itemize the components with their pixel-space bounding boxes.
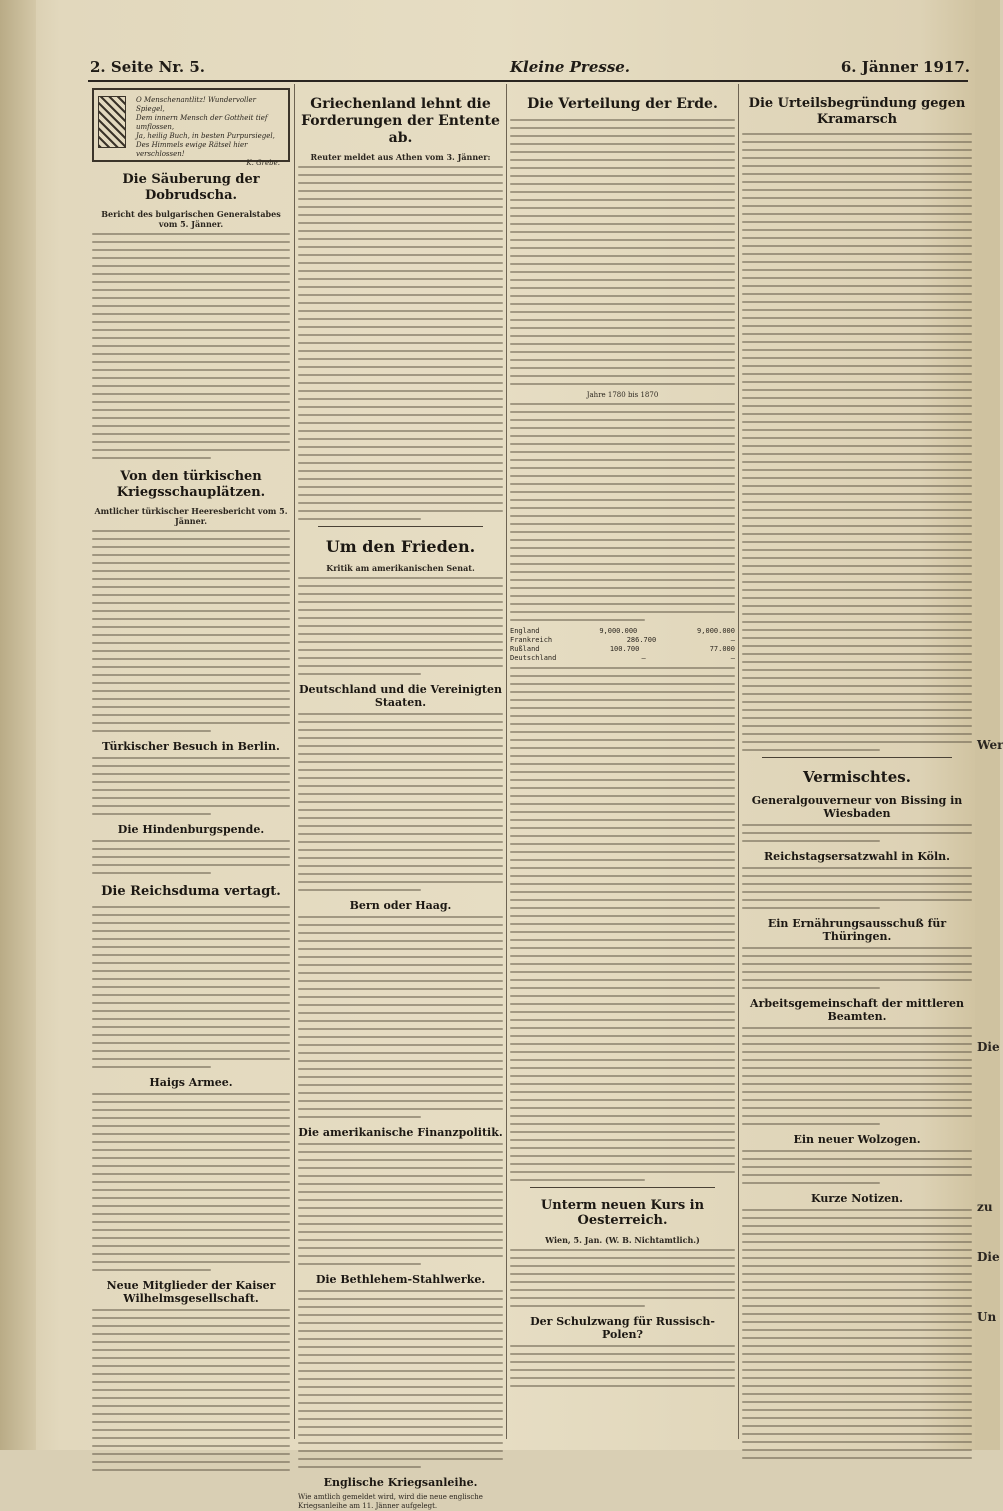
column-rule <box>294 84 295 1439</box>
headline-um-den-frieden: Um den Frieden. <box>325 537 476 557</box>
poem-text <box>136 96 280 168</box>
headline-vermischtes: Vermischtes. <box>803 768 911 787</box>
headline-neuer-kurs: Unterm neuen Kurs in Oesterreich. <box>540 1197 705 1229</box>
adjacent-page-word: Die <box>977 1040 1000 1054</box>
article-text <box>298 577 503 675</box>
poem-line: O Menschenantlitz! Wundervoller Spiegel, <box>136 96 256 113</box>
headline-dobrudscha: Die Säuberung der Dobrudscha. <box>122 172 260 203</box>
headline-reichstagsersatzwahl: Reichstagsersatzwahl in Köln. <box>763 850 950 864</box>
article-text <box>510 119 735 385</box>
poem-line: Des Himmels ewige Rätsel hier verschlossen! <box>136 141 248 158</box>
article-text <box>298 1143 503 1265</box>
dobrudscha-lead: Bericht des bulgarischen Generalstabes vom 5. Jänner. <box>101 209 281 230</box>
headline-ernaehrungsausschuss: Ein Ernährungsausschuß für Thüringen. <box>767 917 947 944</box>
article-text <box>92 840 290 874</box>
years-note: Jahre 1780 bis 1870 <box>586 390 659 399</box>
ornament-icon <box>98 96 126 148</box>
article-text <box>92 530 290 732</box>
article-text <box>510 403 735 621</box>
article-text <box>298 713 503 891</box>
frieden-subtitle: Kritik am amerikanischen Senat. <box>326 562 475 573</box>
kriegsschau-lead: Amtlicher türkischer Heeresbericht vom 5. Jänner. <box>94 506 288 527</box>
article-text <box>298 1290 503 1468</box>
column-4 <box>742 86 972 1436</box>
article-text <box>510 667 735 1181</box>
headline-kurze-notizen: Kurze Notizen. <box>811 1192 903 1206</box>
headline-kaiser-wilhelm-gesellschaft: Neue Mitglieder der Kaiser Wilhelmsgesellschaft. <box>106 1278 276 1305</box>
adjacent-page-word: zu <box>977 1200 993 1214</box>
article-text <box>742 867 972 909</box>
adjacent-page-word: Die <box>977 1250 1000 1264</box>
column-2 <box>298 86 503 1510</box>
article-text <box>92 233 290 459</box>
section-divider <box>762 757 952 758</box>
section-divider <box>530 1187 715 1188</box>
table-row: Deutschland — — <box>510 653 735 662</box>
poem-line: Dem innern Mensch der Gottheit tief umflossen, <box>136 114 268 131</box>
article-text <box>92 906 290 1068</box>
headline-haigs-armee: Haigs Armee. <box>149 1075 233 1089</box>
column-1 <box>92 86 290 1436</box>
headline-griechenland: Griechenland lehnt die Forderungen der Entente ab. <box>301 96 500 146</box>
article-text <box>742 1027 972 1125</box>
headline-verteilung-der-erde: Die Verteilung der Erde. <box>527 96 718 112</box>
article-text <box>510 1249 735 1307</box>
headline-bethlehem: Die Bethlehem-Stahlwerke. <box>315 1272 486 1286</box>
adjacent-page-strip <box>975 0 1003 1450</box>
left-page-edge <box>0 0 36 1450</box>
article-text <box>92 757 290 815</box>
poem-line: Ja, heilig Buch, in besten Purpursiegel, <box>136 132 275 140</box>
kurs-lead: Wien, 5. Jan. (W. B. Nichtamtlich.) <box>545 1234 700 1245</box>
article-text <box>510 1345 735 1387</box>
article-text <box>298 166 503 520</box>
headline-reichsduma: Die Reichsduma vertagt. <box>101 884 281 900</box>
column-3 <box>510 86 735 1436</box>
headline-bern-oder-haag: Bern oder Haag. <box>349 898 452 912</box>
headline-wolzogen: Ein neuer Wolzogen. <box>793 1133 921 1147</box>
table-row: Rußland 100.700 77.000 <box>510 644 735 653</box>
poem-box <box>92 88 290 167</box>
headline-kriegsanleihe: Englische Kriegsanleihe. <box>323 1475 478 1489</box>
section-divider <box>318 526 483 527</box>
headline-arbeitsgemeinschaft: Arbeitsgemeinschaft der mittleren Beamten. <box>750 997 964 1024</box>
article-text <box>742 824 972 842</box>
headline-hindenburgspende: Die Hindenburgspende. <box>117 823 265 837</box>
newspaper-title: Kleine Presse. <box>510 58 631 76</box>
kriegsanleihe-text: Wie amtlich gemeldet wird, wird die neue englische Kriegsanleihe am 11. Jänner aufgelegt. <box>298 1492 483 1510</box>
headline-schulzwang: Der Schulzwang für Russisch-Polen? <box>530 1314 715 1341</box>
article-text <box>742 1150 972 1184</box>
table-row: England 9,000.000 9,000.000 <box>510 626 735 635</box>
territory-table <box>510 627 735 663</box>
headline-deutschland-usa: Deutschland und die Vereinigten Staaten. <box>299 682 502 709</box>
page-number: 2. Seite Nr. 5. <box>90 58 205 76</box>
headline-kriegsschauplaetze: Von den türkischen Kriegsschauplätzen. <box>116 469 266 500</box>
column-rule <box>738 84 739 1439</box>
header-rule <box>88 80 968 82</box>
adjacent-page-word: Wer <box>977 738 1003 752</box>
headline-finanzpolitik: Die amerikanische Finanzpolitik. <box>298 1125 503 1139</box>
issue-date: 6. Jänner 1917. <box>840 58 970 76</box>
article-text <box>742 133 972 751</box>
headline-bissing: Generalgouverneur von Bissing in Wiesbaden <box>751 794 963 821</box>
article-text <box>92 1309 290 1471</box>
article-text <box>742 947 972 989</box>
table-row: Frankreich 286.700 — <box>510 635 735 644</box>
headline-kramarsch: Die Urteilsbegründung gegen Kramarsch <box>748 96 966 127</box>
article-text <box>298 916 503 1118</box>
page-header <box>90 58 970 80</box>
article-text <box>92 1093 290 1271</box>
article-text <box>742 1209 972 1459</box>
poem-author: K. Grebe. <box>246 159 280 167</box>
adjacent-page-word: Un <box>977 1310 997 1324</box>
column-rule <box>506 84 507 1439</box>
headline-besuch: Türkischer Besuch in Berlin. <box>102 740 280 754</box>
griechenland-lead: Reuter meldet aus Athen vom 3. Jänner: <box>310 152 491 163</box>
